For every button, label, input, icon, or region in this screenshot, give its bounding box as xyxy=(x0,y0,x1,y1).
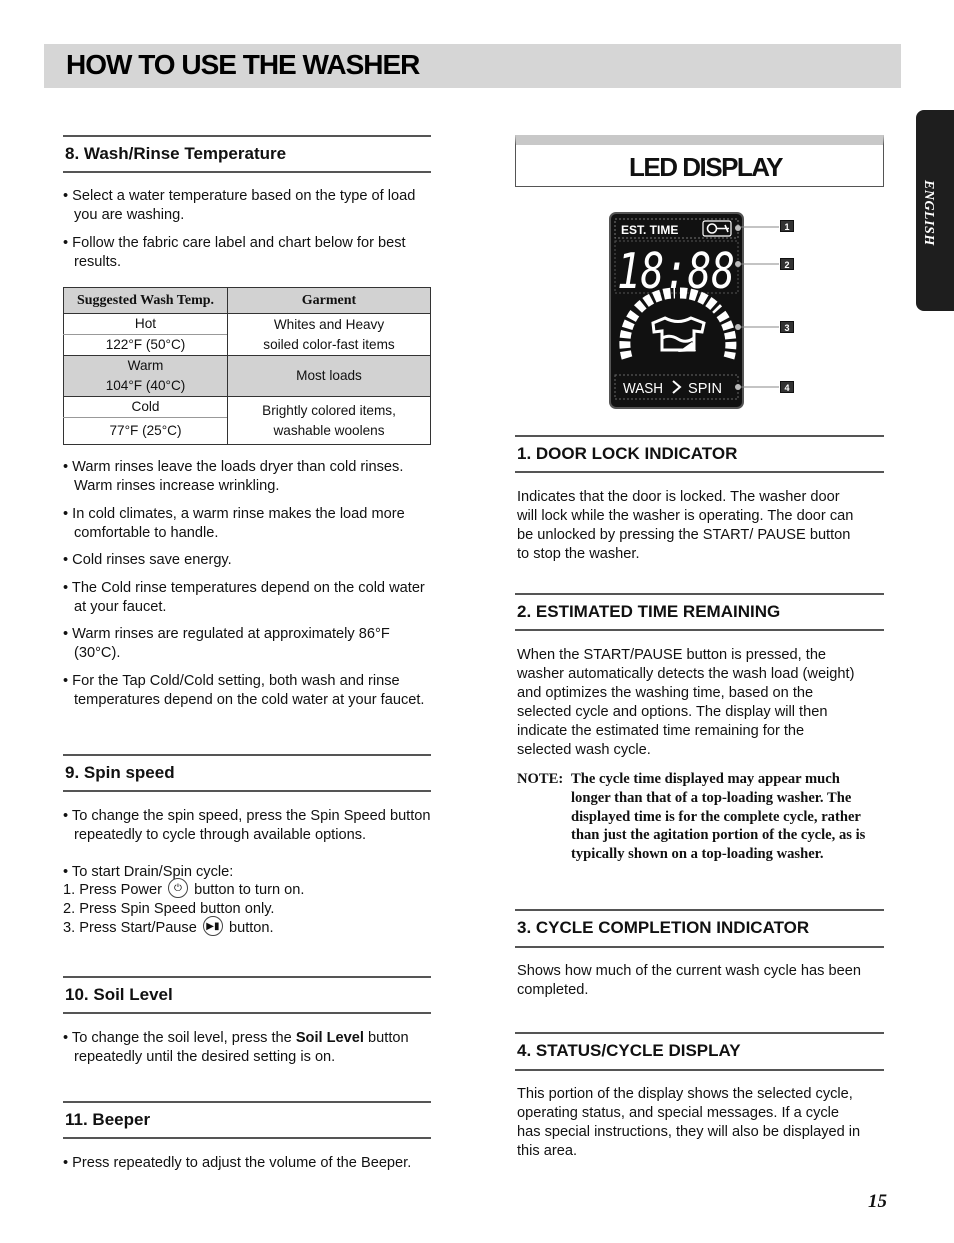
est-time-label: EST. TIME xyxy=(621,223,679,237)
status-wash: WASH xyxy=(623,380,663,397)
start-pause-icon: ▶▮ xyxy=(203,916,223,936)
table-cell: Hot xyxy=(64,314,228,335)
time-digits: 18:88 xyxy=(617,243,735,300)
step-3-text-a: 3. Press Start/Pause xyxy=(63,920,197,936)
bullet-item: • In cold climates, a warm rinse makes the load more comfortable to handle. xyxy=(63,505,439,542)
callout-dot-1 xyxy=(735,225,741,231)
note-text: The cycle time displayed may appear much longer than that of a top-loading washer. The displayed time is for the complete cycle, rather than just the agitation portion of the cycle, as is typically shown on a top-loading washer. xyxy=(571,771,866,863)
completion-text: Shows how much of the current wash cycle has been completed. xyxy=(517,963,861,998)
note-label: NOTE: xyxy=(517,771,564,787)
section-heading-spin: 9. Spin speed xyxy=(63,754,431,792)
section-heading-door-lock: 1. DOOR LOCK INDICATOR xyxy=(515,435,884,473)
table-cell: Warm xyxy=(64,356,228,377)
callout-dot-2 xyxy=(735,261,741,267)
language-tab xyxy=(916,110,954,311)
section-heading-completion: 3. CYCLE COMPLETION INDICATOR xyxy=(515,909,884,948)
door-lock-text: Indicates that the door is locked. The washer door will lock while the washer is operating. The door can be unlocked by pressing the START/ PAUSE button to stop the washer. xyxy=(517,489,854,562)
section-heading-wash-rinse: 8. Wash/Rinse Temperature xyxy=(63,135,431,173)
led-display-title-box xyxy=(515,135,884,187)
table-cell xyxy=(228,397,431,445)
table-cell: 77°F (25°C) xyxy=(64,418,228,445)
garment-line: Whites and Heavy xyxy=(273,316,385,332)
bullet-item xyxy=(63,1029,439,1066)
bullet-item: • For the Tap Cold/Cold setting, both wash and rinse temperatures depend on the cold water at your faucet. xyxy=(63,672,442,709)
soil-text-b: button repeatedly until the desired setting is on. xyxy=(74,1030,409,1065)
page-number: 15 xyxy=(868,1191,887,1212)
table-row xyxy=(64,356,431,377)
bullet-item: • Warm rinses leave the loads dryer than cold rinses. Warm rinses increase wrinkling. xyxy=(63,458,439,495)
page-title: HOW TO USE THE WASHER xyxy=(66,49,420,80)
step-2: 2. Press Spin Speed button only. xyxy=(63,901,275,917)
callout-dot-3 xyxy=(735,324,741,330)
language-tab-label: ENGLISH xyxy=(921,180,936,246)
soil-text-a: To change the soil level, press the xyxy=(71,1030,292,1046)
table-cell: 122°F (50°C) xyxy=(64,335,228,356)
step-1-text-b: button to turn on. xyxy=(194,882,305,898)
callout-1: 1 xyxy=(780,220,794,232)
bullet-item: • To start Drain/Spin cycle: xyxy=(63,863,439,882)
table-row xyxy=(64,397,431,418)
step-1 xyxy=(63,881,304,900)
power-icon: ⏻ xyxy=(168,878,188,898)
led-display-title: LED DISPLAY xyxy=(629,152,783,182)
callout-dot-4 xyxy=(735,384,741,390)
table-header-garment: Garment xyxy=(228,288,431,314)
table-cell: 104°F (40°C) xyxy=(64,376,228,397)
status-text: This portion of the display shows the selected cycle, operating status, and special messages. If a cycle has special instructions, they will also be displayed in this area. xyxy=(517,1086,861,1159)
soil-text-bold: Soil Level xyxy=(295,1030,364,1046)
bullet-item: • Cold rinses save energy. xyxy=(63,551,439,570)
step-3 xyxy=(63,919,274,938)
bullet-item: • To change the spin speed, press the Spin Speed button repeatedly to cycle through available options. xyxy=(63,807,439,844)
garment-line: Brightly colored items, xyxy=(262,402,396,418)
table-cell: Cold xyxy=(64,397,228,418)
section-heading-beeper: 11. Beeper xyxy=(63,1101,431,1139)
bullet-item: • Select a water temperature based on the type of load you are washing. xyxy=(63,187,439,224)
callout-2: 2 xyxy=(780,258,794,270)
garment-line: washable woolens xyxy=(273,422,385,438)
section-heading-est-time: 2. ESTIMATED TIME REMAINING xyxy=(515,593,884,631)
bullet-item: • Press repeatedly to adjust the volume of the Beeper. xyxy=(63,1154,414,1173)
callout-4: 4 xyxy=(780,381,794,393)
table-header-temp: Suggested Wash Temp. xyxy=(64,288,228,314)
table-cell xyxy=(228,314,431,356)
bullet-item: • The Cold rinse temperatures depend on the cold water at your faucet. xyxy=(63,579,439,616)
temperature-table xyxy=(63,287,431,445)
est-time-text: When the START/PAUSE button is pressed, the washer automatically detects the wash load (weight) and optimizes the washing time, based on the selected cycle and options. The display will then indicate the estimated time remaining for the selected wash cycle. xyxy=(517,647,855,758)
step-1-text-a: 1. Press Power xyxy=(63,882,162,898)
table-row xyxy=(64,314,431,335)
status-spin: SPIN xyxy=(688,380,722,397)
section-heading-status: 4. STATUS/CYCLE DISPLAY xyxy=(515,1032,884,1071)
garment-line: soiled color-fast items xyxy=(263,336,395,352)
table-cell: Most loads xyxy=(228,356,431,397)
section-heading-soil: 10. Soil Level xyxy=(63,976,431,1014)
bullet-item: • Follow the fabric care label and chart below for best results. xyxy=(63,234,439,271)
led-display-illustration xyxy=(605,210,800,410)
callout-3: 3 xyxy=(780,321,794,333)
bullet-item: • Warm rinses are regulated at approximately 86°F (30°C). xyxy=(63,625,404,662)
step-3-text-b: button. xyxy=(228,920,274,936)
